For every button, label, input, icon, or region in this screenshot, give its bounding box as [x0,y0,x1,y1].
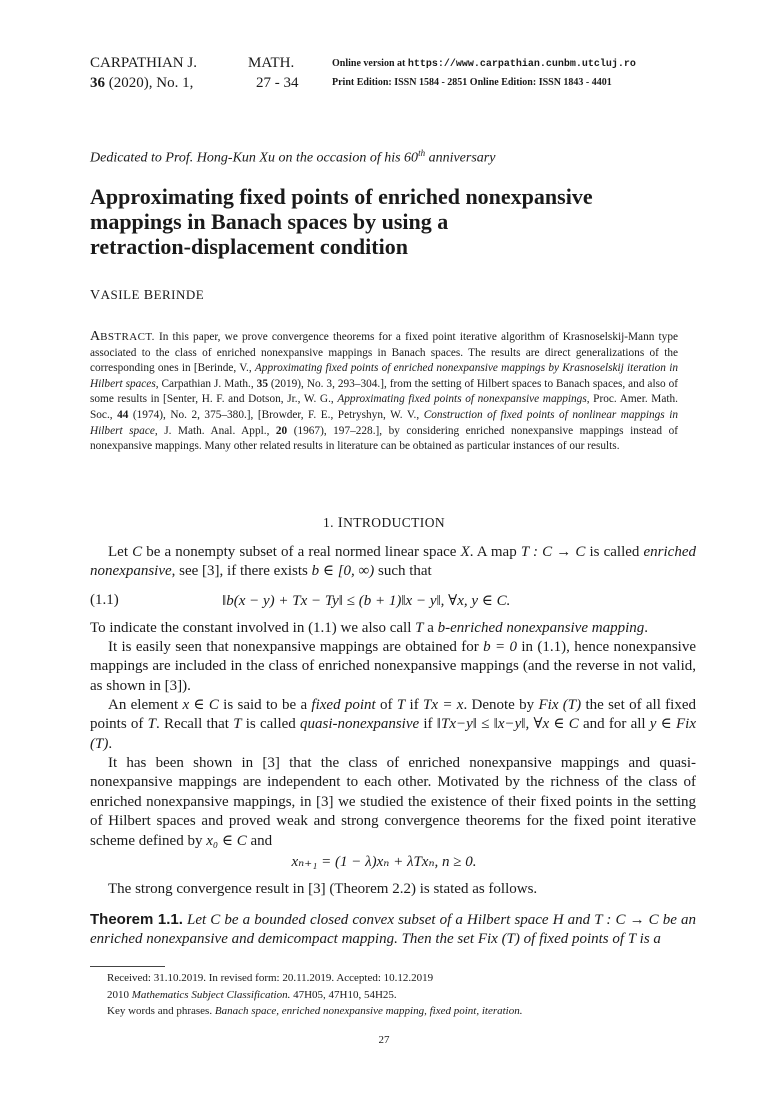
online-version: Online version at https://www.carpathian.cunbm.utcluj.ro [332,58,636,70]
equation-iteration: xₙ₊₁ = (1 − λ)xₙ + λTxₙ, n ≥ 0. [291,854,477,870]
author: VASILE BERINDE [90,287,205,303]
theorem-label: Theorem 1.1. [90,911,183,928]
online-url[interactable]: https://www.carpathian.cunbm.utcluj.ro [407,59,636,70]
footnote-rule [90,966,165,967]
paragraph-fixed-point: An element x ∈ C is said to be a fixed point of T if Tx = x. Denote by Fix (T) the set of all fixed points of T. Recall that T is called quasi-nonexpansive if ‖Tx−y‖ ≤ ‖x−y‖, ∀x ∈ C and for all y ∈ Fix (T). [90,697,697,752]
theorem-1-1: Theorem 1.1. Let C be a bounded closed convex subset of a Hilbert space H and T : C → C be an enriched nonexpansive and demicompact mapping. Then the set Fix (T) of fixed points of T is a [90,911,697,948]
abstract: ABSTRACT. In this paper, we prove convergence theorems for a fixed point iterative algorithm of Krasnoselskij-Mann type associated to the class of enriched nonexpansive mappings in Banach spaces. The results are direct generalizations of the corresponding ones in [Berinde, V., Approximating fixed points of enriched nonexpansive mappings by Krasnoselskij iteration in Hilbert spaces, Carpathian J. Math., 35 (2019), No. 3, 293–304.], from the setting of Hilbert spaces to Banach spaces, and also of some results in [Senter, H. F. and Dotson, Jr., W. G., Approximating fixed points of nonexpansive mappings, Proc. Amer. Math. Soc., 44 (1974), No. 2, 375–380.], [Browder, F. E., Petryshyn, W. V., Construction of fixed points of nonlinear mappings in Hilbert space, J. Math. Anal. Appl., 20 (1967), 197–228.], by considering enriched nonexpansive mappings instead of nonexpansive mappings. Many other related results in literature can be obtained as particular instances of our results. [90,329,678,453]
paragraph-constant: To indicate the constant involved in (1.1) we also call T a b-enriched nonexpansive mapping. [90,620,648,636]
page-number: 27 [378,1034,390,1046]
journal-volume-issue: 36 (2020), No. 1, [90,75,194,91]
journal-name: CARPATHIAN J. [90,55,197,71]
footnote-msc: 2010 Mathematics Subject Classification. 47H05, 47H10, 54H25. [107,989,397,1001]
section-heading: 1. INTRODUCTION [322,515,445,531]
paragraph-nonexpansive: It is easily seen that nonexpansive mappings are obtained for b = 0 in (1.1), hence nonexpansive mappings are included in the class of enriched nonexpansive mappings (and the reverse in not valid, as shown in [3]). [90,639,697,694]
journal-math-label: MATH. [248,55,295,71]
paper-title: Approximating fixed points of enriched nonexpansive mappings in Banach spaces by using a retraction-displacement condition [90,184,593,259]
paragraph-strong-convergence: The strong convergence result in [3] (Theorem 2.2) is stated as follows. [108,881,538,897]
paragraph-definition: Let C be a nonempty subset of a real normed linear space X. A map T : C → C is called enriched nonexpansive, see [3], if there exists b ∈ [0, ∞) such that [90,544,696,580]
footnote-keywords: Key words and phrases. Banach space, enriched nonexpansive mapping, fixed point, iteration. [107,1005,523,1017]
page-range: 27 - 34 [256,75,299,91]
print-edition: Print Edition: ISSN 1584 - 2851 Online Edition: ISSN 1843 - 4401 [332,77,612,88]
equation-1-1: ‖b(x − y) + Tx − Ty‖ ≤ (b + 1)‖x − y‖, ∀x, y ∈ C. [222,593,511,609]
paragraph-motivation: It has been shown in [3] that the class of enriched nonexpansive mappings and quasi-nonexpansive mappings are independent to each other. Motivated by the richness of the class of enriched nonexpansive mappings, in [3] we studied the existence of their fixed points in the setting of Hilbert spaces and proved weak and strong convergence theorems for the fixed point iterative scheme defined by x₀ ∈ C and [90,755,696,849]
footnote-received: Received: 31.10.2019. In revised form: 20.11.2019. Accepted: 10.12.2019 [107,972,434,984]
dedication: Dedicated to Prof. Hong-Kun Xu on the occasion of his 60th anniversary [90,148,496,166]
equation-label: (1.1) [90,592,119,608]
